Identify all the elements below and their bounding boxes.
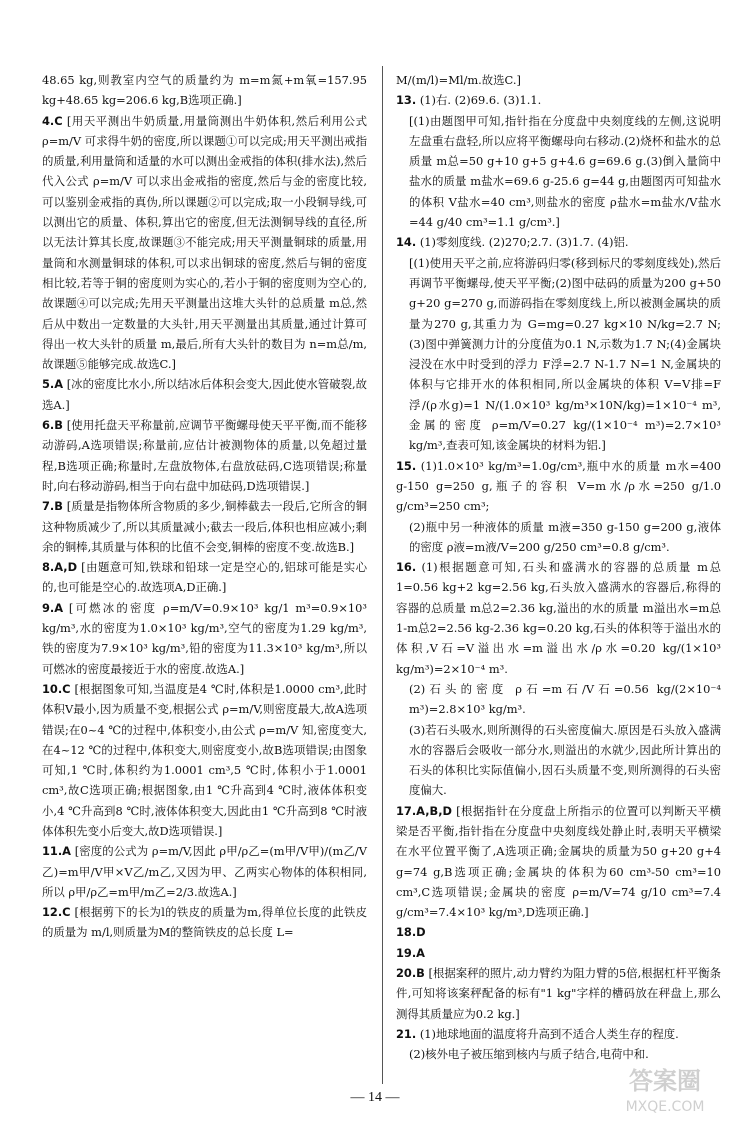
answer-item — [42, 841, 367, 902]
page-number: 14 — [368, 1090, 382, 1105]
item-text: [使用托盘天平称量前,应调节平衡螺母使天平平衡,而不能移动游码,A选项错误;称量前,应估计被测物体的质量,以免超过量程,B选项正确;称量时,左盘放物体,右盘放砝码,C选项错误;称量时,向右移动游码,相当于向右盘中加砝码,D选项错误.] — [42, 418, 367, 493]
item-number: 21. — [396, 1026, 417, 1041]
item-number: 4.C — [42, 113, 63, 128]
answer-item — [396, 801, 721, 923]
item-text: (2)瓶中另一种液体的质量 m液=350 g-150 g=200 g,液体的密度 ρ液=m液/V=200 g/250 cm³=0.8 g/cm³. — [409, 519, 721, 554]
answer-item — [396, 1024, 721, 1044]
item-number: 12.C — [42, 905, 71, 920]
page-footer: — 14 — — [350, 1090, 400, 1105]
item-number: 10.C — [42, 681, 71, 696]
item-number: 5.A — [42, 377, 64, 392]
answer-item — [42, 374, 367, 415]
item-number: 19.A — [396, 945, 425, 960]
answer-item — [396, 963, 721, 1024]
answer-item — [396, 232, 721, 252]
answer-text — [409, 679, 721, 720]
answer-item — [42, 902, 367, 943]
item-text: (1)地球地面的温度将升高到不适合人类生存的程度. — [419, 1026, 679, 1041]
item-text: M/(m/l)=Ml/m.故选C.] — [396, 73, 521, 87]
answer-item — [396, 90, 721, 110]
item-text: [密度的公式为 ρ=m/V,因此 ρ甲/ρ乙=(m甲/V甲)/(m乙/V乙)=m甲/V甲×V乙/m乙,又因为甲、乙两实心物体的体积相同,所以 ρ甲/ρ乙=m甲/m乙=2/3.故选A.] — [42, 844, 367, 899]
answer-item — [42, 679, 367, 841]
item-number: 17.A,B,D — [396, 803, 452, 818]
item-text: (1)根据题意可知,石头和盛满水的容器的总质量 m总1=0.56 kg+2 kg=2.56 kg,石头放入盛满水的容器后,称得的容器的总质量 m总2=2.36 kg,溢出的水的质量 m溢出水=m总1-m总2=2.56 kg-2.36 kg=0.20 kg,石头的体积等于溢出水的体积,V石=V溢出水=m溢出水/ρ水=0.20 kg/(1×10³ kg/m³)=2×10⁻⁴ m³. — [396, 560, 721, 676]
item-text: (1)1.0×10³ kg/m³=1.0g/cm³,瓶中水的质量 m水=400 g-150 g=250 g,瓶子的容积 V=m水/ρ水=250 g/1.0 g/cm³=250 cm³; — [396, 458, 721, 514]
item-text: 48.65 kg,则教室内空气的质量约为 m=m氮+m氧=157.95 kg+48.65 kg=206.6 kg,B选项正确.] — [42, 73, 367, 108]
column-divider — [382, 66, 383, 1084]
answer-text — [409, 517, 721, 558]
item-text: [质量是指物体所含物质的多少,铜棒截去一段后,它所含的铜这种物质减少了,所以其质量减小;截去一段后,体积也相应减小;剩余的铜棒,其质量与体积的比值不会变,铜棒的密度不变.故选B.] — [42, 499, 367, 554]
item-number: 14. — [396, 235, 417, 250]
answer-item — [396, 922, 721, 942]
answer-text — [409, 111, 721, 233]
watermark-logo — [590, 1059, 740, 1119]
item-number: 7.B — [42, 499, 63, 514]
item-number: 11.A — [42, 844, 71, 859]
item-text: [用天平测出牛奶质量,用量筒测出牛奶体积,然后利用公式 ρ=m/V 可求得牛奶的密度,所以课题①可以完成;用天平测出戒指的质量,利用量筒和适量的水可以测出金戒指的体积(排水法),然后代入公式 ρ=m/V 可以求出金戒指的密度,然后与金的密度比较,可以鉴别金戒指的真伪,所以课题②可以完成;取一小段铜导线,可以测出它的质量、体积,算出它的密度,但无法测铜导线的直径,所以无法计算其长度,故课题③不能完成;用天平测量铜球的质量,用量筒和水测量铜球的体积,可以求出铜球的密度,然后与铜的密度相比较,若等于铜的密度则为实心的,若小于铜的密度则为空心的,故课题④可以完成;先用天平测量出这堆大头针的总质量 m总,然后从中数出一定数量的大头针,用天平测量出其质量,通过计算可得出一枚大头针的质量 m,最后,所有大头针的数目为 n=m总/m,故课题⑤能够完成.故选C.] — [42, 113, 367, 372]
item-text: [可燃冰的密度 ρ=m/V=0.9×10³ kg/1 m³=0.9×10³ kg/m³,水的密度为1.0×10³ kg/m³,空气的密度为1.29 kg/m³,铁的密度为7.9×10³ kg/m³,铅的密度为11.3×10³ kg/m³,所以可燃冰的密度最接近于水的密度.故选A.] — [42, 600, 367, 676]
item-text: [根据图象可知,当温度是4 ℃时,体积是1.0000 cm³,此时体积V最小,因为质量不变,根据公式 ρ=m/V,则密度最大,故A选项错误;在0~4 ℃的过程中,体积变小,由公式 ρ=m/V 知,密度变大,在4~12 ℃的过程中,体积变大,则密度变小,故B选项错误;由图象可知,1 ℃时,体积约为1.0001 cm³,5 ℃时,体积小于1.0001 cm³,故C选项正确;根据图象,由1 ℃升高到4 ℃时,液体体积变小,4 ℃升高到8 ℃时,液体体积变大,因此由1 ℃升高到8 ℃时液体体积先变小后变大,故D选项错误.] — [42, 681, 367, 838]
item-text: [冰的密度比水小,所以结冰后体积会变大,因此使水管破裂,故选A.] — [42, 377, 368, 412]
answer-item — [42, 415, 367, 496]
item-number: 20.B — [396, 966, 425, 981]
item-text: [根据指针在分度盘上所指示的位置可以判断天平横梁是否平衡,指针指在分度盘中央刻度线处静止时,表明天平横梁在水平位置平衡了,A选项正确;金属块的质量为50 g+20 g+4 g=74 g,B选项正确;金属块的体积为60 cm³-50 cm³=10 cm³,C选项错误;金属块的密度 ρ=m/V=74 g/10 cm³=7.4 g/cm³=7.4×10³ kg/m³,D选项正确.] — [396, 803, 721, 920]
answer-text — [409, 720, 721, 801]
item-number: 6.B — [42, 418, 63, 433]
item-text: (1)零刻度线. (2)270;2.7. (3)1.7. (4)铝. — [419, 235, 629, 250]
answer-item — [42, 598, 367, 679]
item-number: 9.A — [42, 600, 64, 615]
item-text: [(1)使用天平之前,应将游码归零(移到标尺的零刻度线处),然后再调节平衡螺母,使天平平衡;(2)图中砝码的质量为200 g+50 g+20 g=270 g,而游码指在零刻度线上,所以被测金属块的质量为270 g,其重力为 G=mg=0.27 kg×10 N/kg=2.7 N;(3)图中弹簧测力计的分度值为0.1 N,示数为1.7 N;(4)金属块浸没在水中时受到的浮力 F浮=2.7 N-1.7 N=1 N,金属块的体积与它排开水的体积相同,所以金属块的体积 V=V排=F浮/(ρ水g)=1 N/(1.0×10³ kg/m³×10N/kg)=1×10⁻⁴ m³,金属的密度 ρ=m/V=0.27 kg/(1×10⁻⁴ m³)=2.7×10³ kg/m³,查表可知,该金属块的材料为铝.] — [409, 255, 721, 453]
item-text: [(1)由题图甲可知,指针指在分度盘中央刻度线的左侧,这说明左盘重右盘轻,所以应将平衡螺母向右移动.(2)烧杯和盐水的总质量 m总=50 g+10 g+5 g+4.6 g=69.6 g.(3)倒入量筒中盐水的质量 m盐水=69.6 g-25.6 g=44 g,由题图丙可知盐水的体积 V盐水=40 cm³,则盐水的密度 ρ盐水=m盐水/V盐水=44 g/40 cm³=1.1 g/cm³.] — [409, 113, 721, 230]
item-number: 16. — [396, 560, 417, 575]
item-text: [由题意可知,铁球和铅球一定是空心的,铝球可能是实心的,也可能是空心的.故选项A,D正确.] — [42, 560, 367, 595]
item-number: 13. — [396, 93, 417, 108]
item-text: (2)石头的密度 ρ石=m石/V石=0.56 kg/(2×10⁻⁴ m³)=2.8×10³ kg/m³. — [409, 681, 721, 717]
left-column — [42, 70, 367, 943]
answer-item — [42, 557, 367, 598]
answer-item — [42, 111, 367, 375]
answer-text — [42, 70, 367, 111]
watermark-text-1: 答案圈 — [629, 1067, 701, 1095]
answer-item — [42, 496, 367, 557]
item-number: 18.D — [396, 925, 426, 940]
watermark-text-2: MXQE.COM — [625, 1099, 705, 1115]
item-text: (3)若石头吸水,则所测得的石头密度偏大.原因是石头放入盛满水的容器后会吸收一部分水,则溢出的水就少,因此所计算出的石头的体积比实际值偏小,因石头质量不变,则所测得的石头密度偏大. — [409, 722, 721, 798]
item-text: (2)核外电子被压缩到核内与质子结合,电荷中和. — [409, 1047, 649, 1062]
right-column — [396, 70, 721, 1065]
item-text: (1)右. (2)69.6. (3)1.1. — [419, 93, 542, 108]
item-number: 8.A,D — [42, 560, 78, 575]
item-text: [根据案秤的照片,动力臂约为阻力臂的5倍,根据杠杆平衡条件,可知将该案秤配备的标有"1 kg"字样的槽码放在秤盘上,那么测得其质量应为0.2 kg.] — [396, 966, 722, 1021]
item-number: 15. — [396, 458, 417, 473]
answer-item — [396, 456, 721, 517]
answer-item — [396, 557, 721, 679]
answer-text — [396, 70, 721, 90]
item-text: [根据剪下的长为l的铁皮的质量为m,得单位长度的此铁皮的质量为 m/l,则质量为M的整筒铁皮的总长度 L= — [42, 905, 368, 940]
answer-item — [396, 943, 721, 963]
answer-text — [409, 253, 721, 456]
